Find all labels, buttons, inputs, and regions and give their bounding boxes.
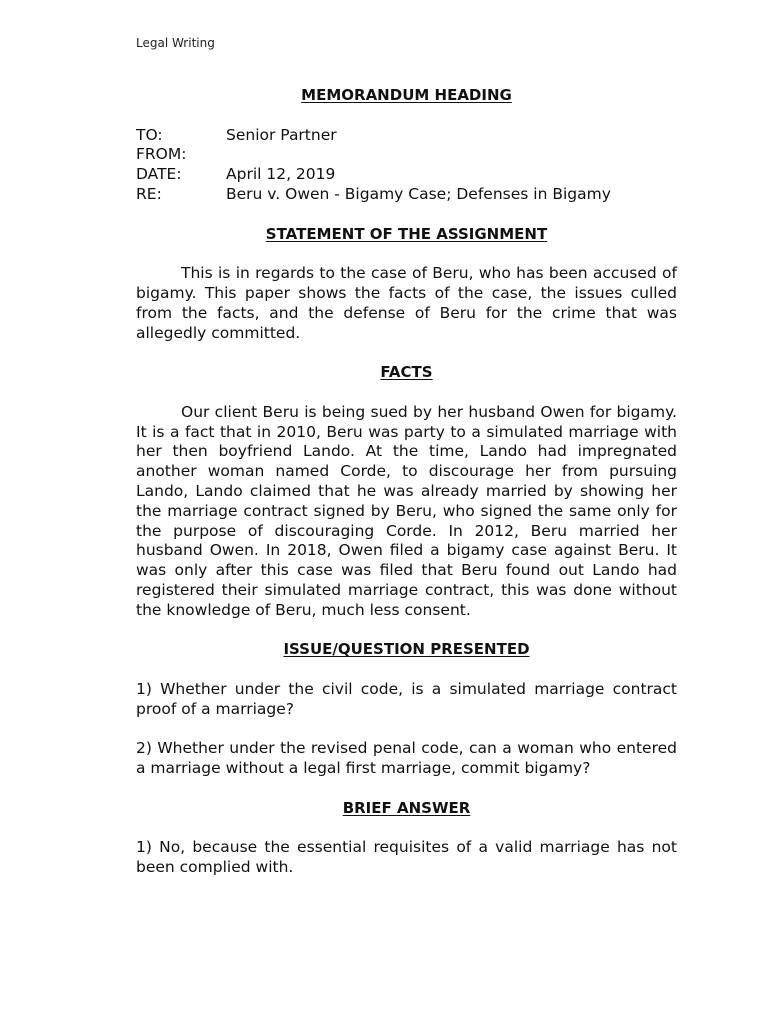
- facts-paragraph: Our client Beru is being sued by her husband Owen for bigamy. It is a fact that in 2010, Beru was party to a simulated marriage with her then boyfriend Lando. At the time, Lando had impregnated another woman named Corde, to discourage her from pursuing Lando, Lando claimed that he was already married by showing her the marriage contract signed by Beru, who signed the same only for the purpose of discouraging Corde. In 2012, Beru married her husband Owen. In 2018, Owen filed a bigamy case against Beru. It was only after this case was filed that Beru found out Lando had registered their simulated marriage contract, this was done without the knowledge of Beru, much less consent.: [136, 402, 677, 619]
- running-header: Legal Writing: [136, 36, 215, 50]
- issues-heading: ISSUE/QUESTION PRESENTED: [283, 640, 530, 659]
- memo-heading-title: MEMORANDUM HEADING: [301, 86, 512, 104]
- memo-row-re: [136, 185, 677, 205]
- memo-label-re: RE:: [136, 184, 162, 203]
- memo-value-from: [226, 145, 677, 165]
- memo-body: [136, 86, 677, 878]
- memo-value-re: Beru v. Owen - Bigamy Case; Defenses in Bigamy: [226, 184, 611, 203]
- issue-item-1: 1) Whether under the civil code, is a simulated marriage contract proof of a marriage?: [136, 679, 677, 718]
- assignment-paragraph: This is in regards to the case of Beru, who has been accused of bigamy. This paper shows the facts of the case, the issues culled from the facts, and the defense of Beru for the crime that was allegedly committed.: [136, 264, 677, 342]
- memo-row-to: [136, 126, 677, 146]
- memo-label-to: TO:: [136, 125, 163, 144]
- memo-label-date: DATE:: [136, 165, 182, 184]
- facts-heading: FACTS: [380, 363, 433, 382]
- memo-row-date: [136, 165, 677, 185]
- brief-answer-heading: BRIEF ANSWER: [342, 798, 471, 817]
- issue-item-2: 2) Whether under the revised penal code, can a woman who entered a marriage without a legal first marriage, commit bigamy?: [136, 739, 677, 778]
- memo-value-date: April 12, 2019: [226, 165, 336, 184]
- memo-row-from: [136, 145, 677, 165]
- memo-label-from: FROM:: [136, 145, 187, 164]
- memo-value-to: Senior Partner: [226, 125, 337, 144]
- assignment-heading: STATEMENT OF THE ASSIGNMENT: [265, 224, 548, 243]
- brief-answer-item-1: 1) No, because the essential requisites of a valid marriage has not been complied with.: [136, 838, 677, 877]
